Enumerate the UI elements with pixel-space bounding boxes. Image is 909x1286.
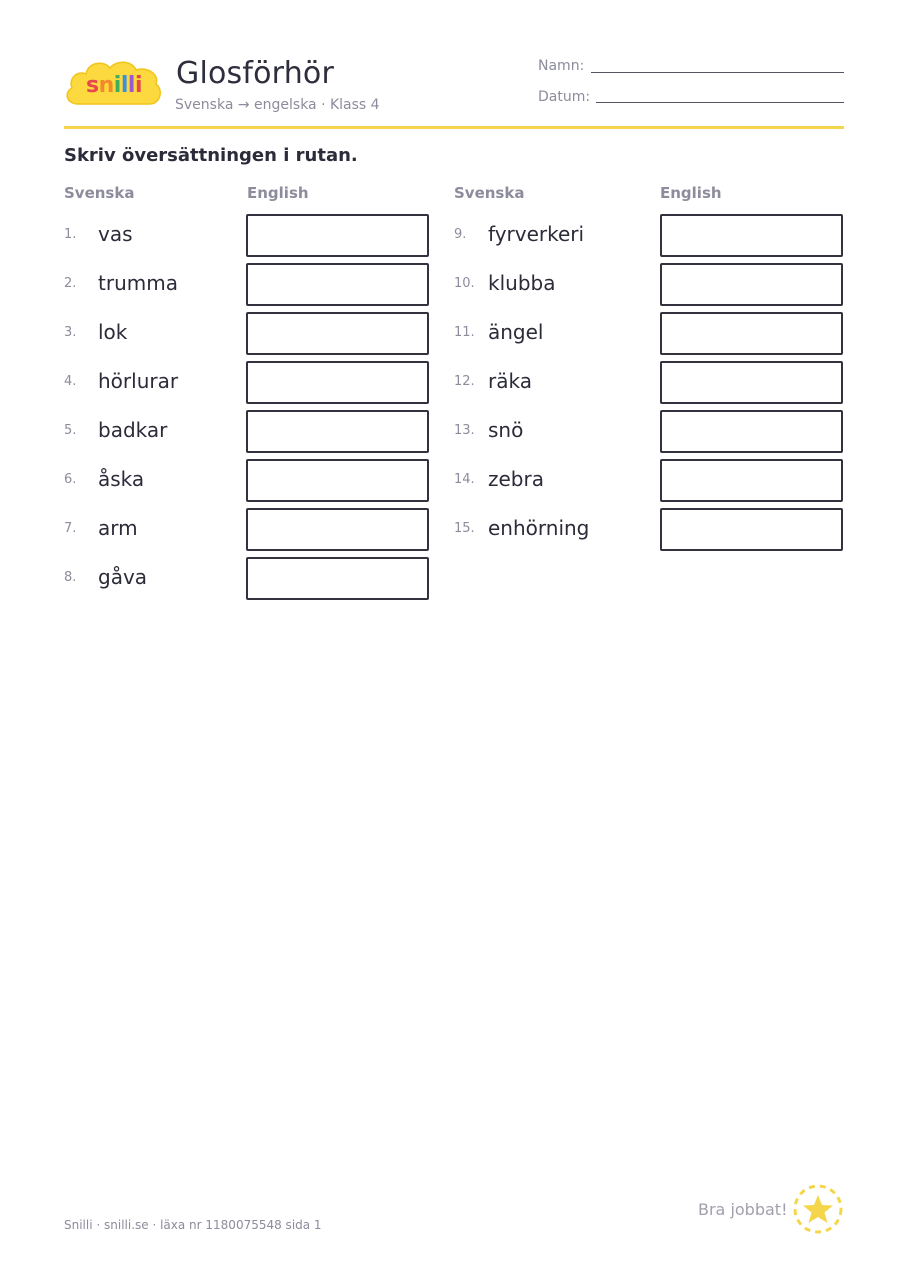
item-number: 14.: [454, 472, 475, 487]
item-number: 5.: [64, 423, 77, 438]
source-word: åska: [98, 467, 145, 491]
item-number: 3.: [64, 325, 77, 340]
item-number: 10.: [454, 276, 475, 291]
source-word: badkar: [98, 418, 168, 442]
item-number: 4.: [64, 374, 77, 389]
answer-box[interactable]: [246, 557, 429, 600]
answer-box[interactable]: [660, 508, 843, 551]
item-number: 1.: [64, 227, 77, 242]
vocab-row: [0, 312, 860, 354]
source-word: klubba: [488, 271, 556, 295]
item-number: 9.: [454, 227, 467, 242]
answer-box[interactable]: [660, 263, 843, 306]
item-number: 11.: [454, 325, 475, 340]
source-word: snö: [488, 418, 524, 442]
source-word: vas: [98, 222, 133, 246]
right-target-heading: English: [660, 184, 722, 202]
vocab-row: [0, 508, 860, 550]
source-word: fyrverkeri: [488, 222, 585, 246]
item-number: 15.: [454, 521, 475, 536]
source-word: zebra: [488, 467, 544, 491]
item-number: 8.: [64, 570, 77, 585]
date-field[interactable]: [596, 102, 844, 103]
source-word: ängel: [488, 320, 544, 344]
snilli-logo: [64, 56, 164, 112]
star-icon: [792, 1183, 844, 1235]
svg-text:snilli: snilli: [86, 73, 142, 98]
vocab-row: [0, 214, 860, 256]
left-source-heading: Svenska: [64, 184, 135, 202]
name-field[interactable]: [591, 72, 844, 73]
answer-box[interactable]: [660, 312, 843, 355]
instruction-text: Skriv översättningen i rutan.: [64, 145, 358, 166]
name-label: Namn:: [538, 58, 585, 74]
page-subtitle: Svenska → engelska · Klass 4: [175, 97, 380, 113]
item-number: 13.: [454, 423, 475, 438]
answer-box[interactable]: [660, 214, 843, 257]
source-word: räka: [488, 369, 532, 393]
answer-box[interactable]: [660, 361, 843, 404]
item-number: 12.: [454, 374, 475, 389]
footer-text: Snilli · snilli.se · läxa nr 1180075548 sida 1: [64, 1218, 322, 1232]
source-word: hörlurar: [98, 369, 179, 393]
right-source-heading: Svenska: [454, 184, 525, 202]
item-number: 6.: [64, 472, 77, 487]
date-label: Datum:: [538, 89, 591, 105]
source-word: trumma: [98, 271, 178, 295]
vocab-row: [0, 459, 860, 501]
vocab-row: [0, 557, 440, 599]
vocab-row: [0, 361, 860, 403]
source-word: arm: [98, 516, 138, 540]
vocab-row: [0, 410, 860, 452]
item-number: 2.: [64, 276, 77, 291]
item-number: 7.: [64, 521, 77, 536]
header-divider: [64, 126, 844, 129]
page-title: Glosförhör: [176, 56, 334, 91]
answer-box[interactable]: [660, 459, 843, 502]
vocab-row: [0, 263, 860, 305]
answer-box[interactable]: [660, 410, 843, 453]
source-word: lok: [98, 320, 128, 344]
praise-text: Bra jobbat!: [698, 1200, 788, 1219]
left-target-heading: English: [247, 184, 309, 202]
source-word: enhörning: [488, 516, 590, 540]
source-word: gåva: [98, 565, 148, 589]
